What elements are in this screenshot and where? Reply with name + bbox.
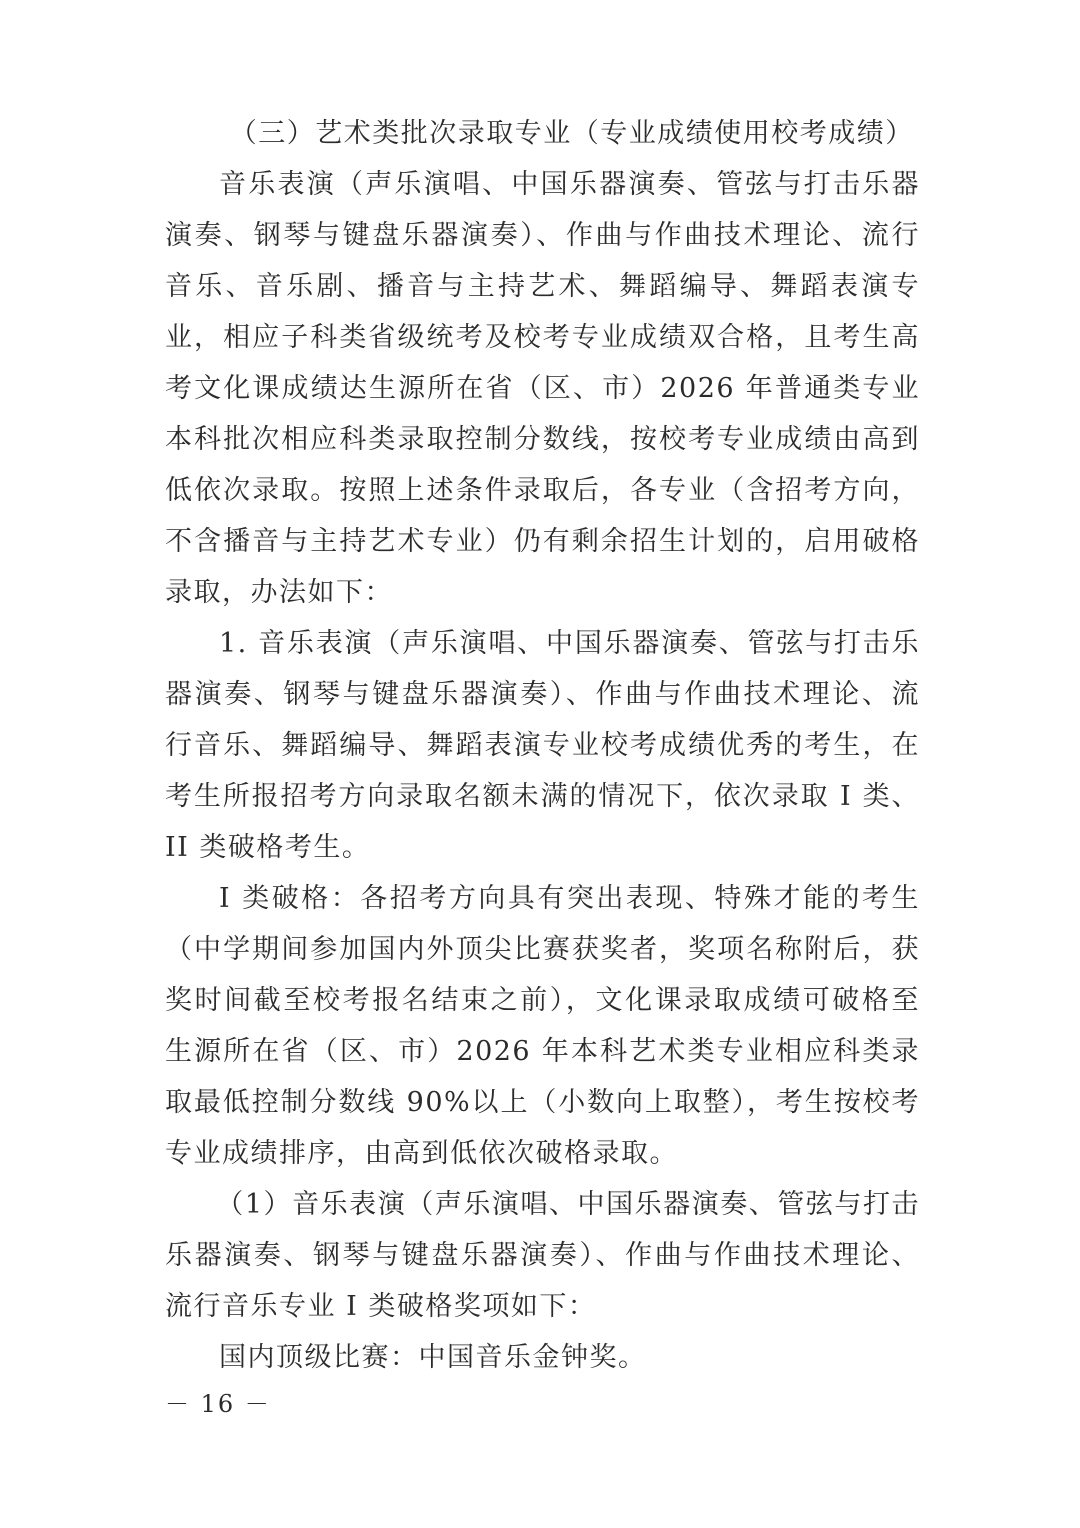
page-number: － 16 －	[165, 1390, 271, 1418]
paragraph-subitem-1: （1）音乐表演（声乐演唱、中国乐器演奏、管弦与打击乐器演奏、钢琴与键盘乐器演奏）、作曲与作曲技术理论、流行音乐专业 I 类破格奖项如下：	[165, 1189, 920, 1322]
section-heading: （三）艺术类批次录取专业（专业成绩使用校考成绩）	[229, 118, 914, 149]
paragraph-class-i-exception: I 类破格：各招考方向具有突出表现、特殊才能的考生（中学期间参加国内外顶尖比赛获奖者，奖项名称附后，获奖时间截至校考报名结束之前），文化课录取成绩可破格至生源所在省（区、市）2026 年本科艺术类专业相应科类录取最低控制分数线 90%以上（小数向上取整），考生按校考专业成绩排序，由高到低依次破格录取。	[165, 883, 920, 1169]
page-body	[165, 108, 920, 1383]
paragraph-domestic-competition: 国内顶级比赛：中国音乐金钟奖。	[219, 1342, 647, 1373]
paragraph-item-1: 1. 音乐表演（声乐演唱、中国乐器演奏、管弦与打击乐器演奏、钢琴与键盘乐器演奏）、作曲与作曲技术理论、流行音乐、舞蹈编导、舞蹈表演专业校考成绩优秀的考生，在考生所报招考方向录取名额未满的情况下，依次录取 I 类、II 类破格考生。	[165, 628, 920, 863]
paragraph-admission-rules: 音乐表演（声乐演唱、中国乐器演奏、管弦与打击乐器演奏、钢琴与键盘乐器演奏）、作曲与作曲技术理论、流行音乐、音乐剧、播音与主持艺术、舞蹈编导、舞蹈表演专业，相应子科类省级统考及校考专业成绩双合格，且考生高考文化课成绩达生源所在省（区、市）2026 年普通类专业本科批次相应科类录取控制分数线，按校考专业成绩由高到低依次录取。按照上述条件录取后，各专业（含招考方向，不含播音与主持艺术专业）仍有剩余招生计划的，启用破格录取，办法如下：	[165, 169, 920, 608]
